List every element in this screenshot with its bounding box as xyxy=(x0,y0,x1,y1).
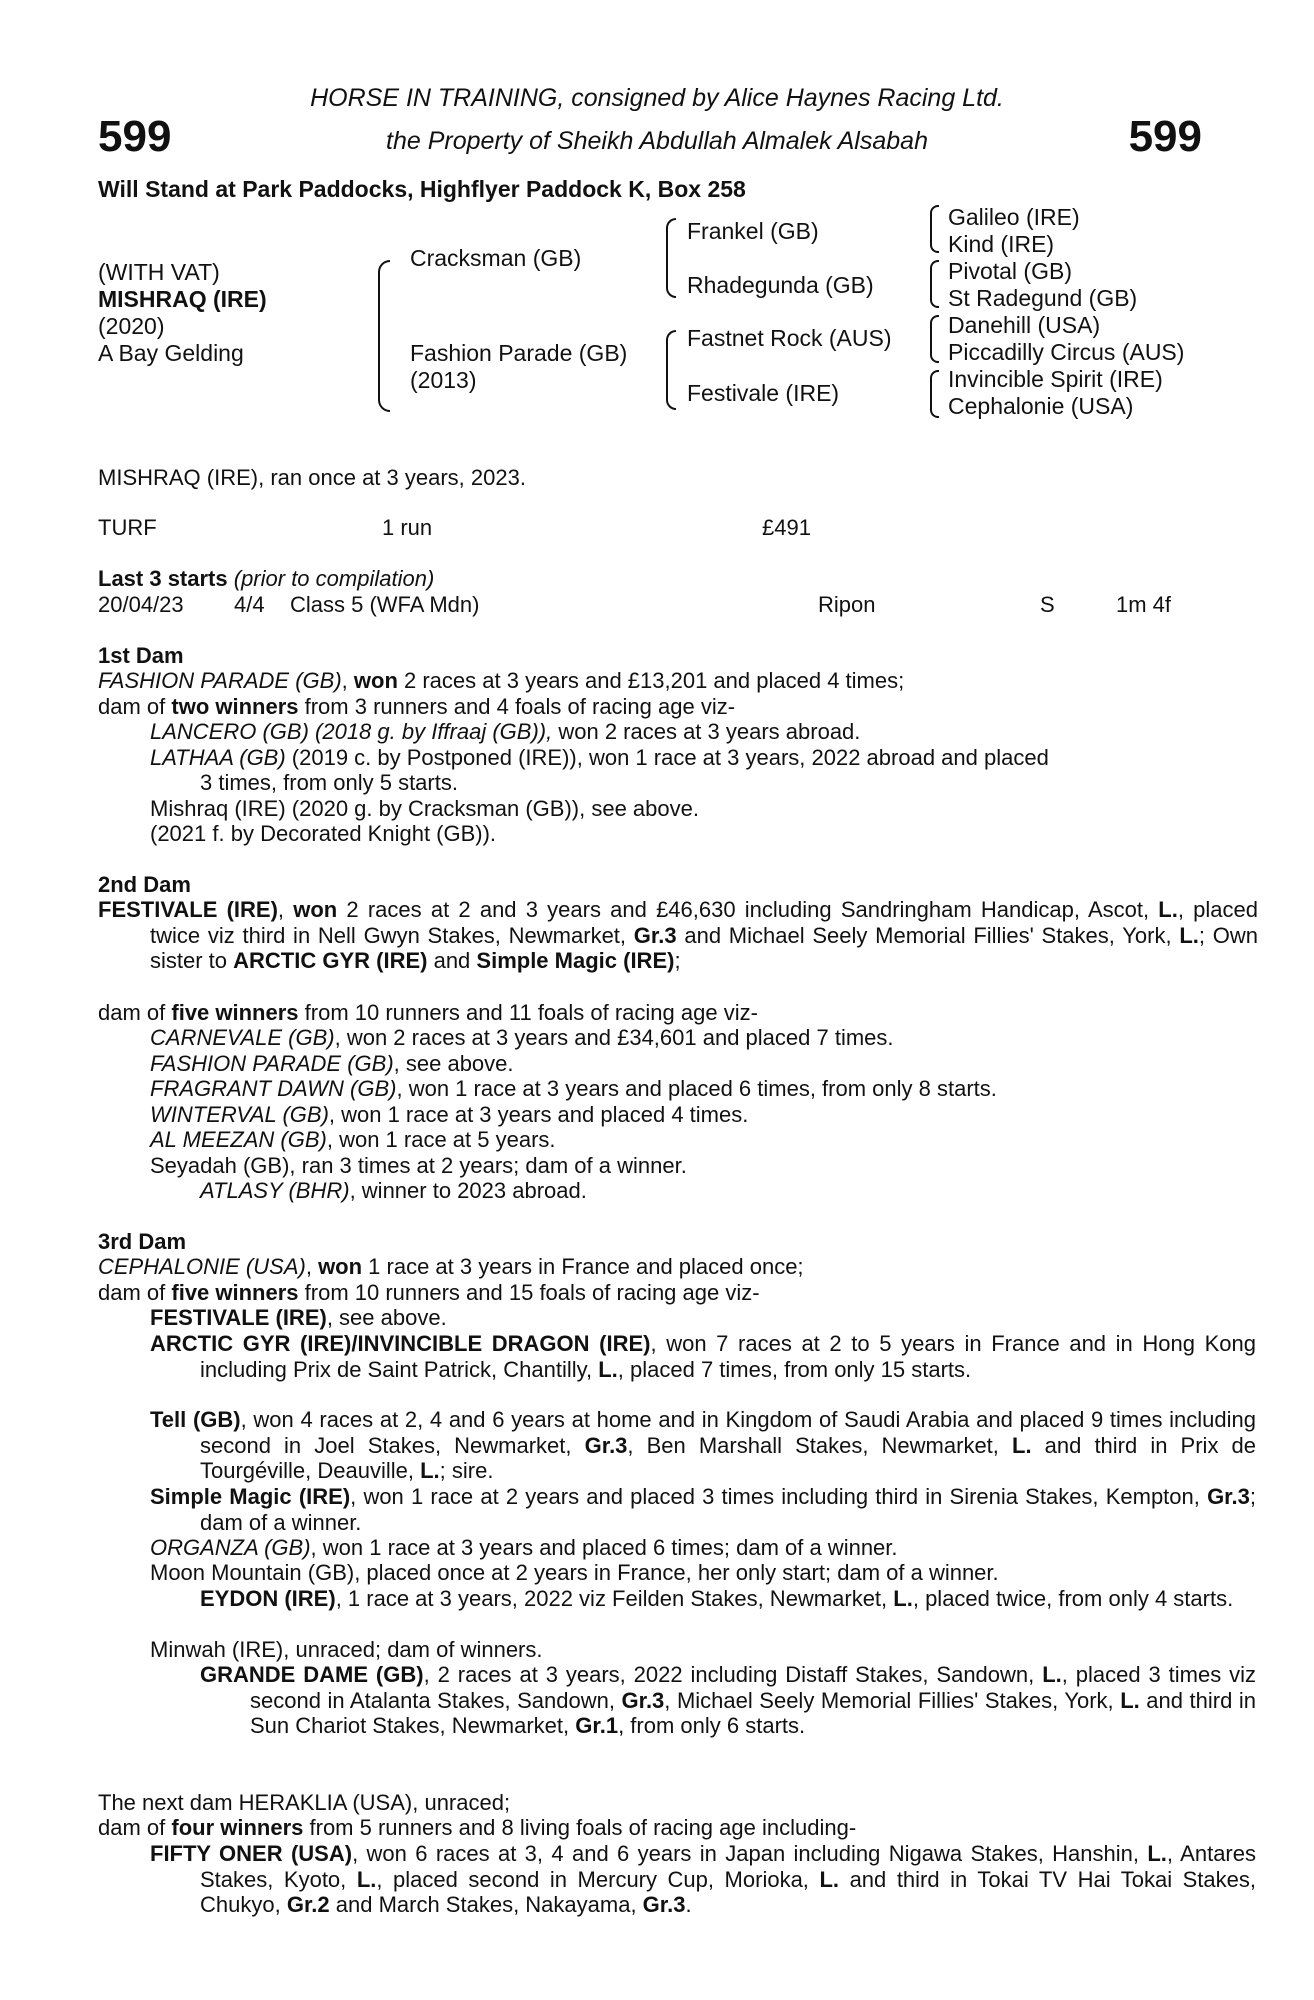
first-dam-foal-mishraq: Mishraq (IRE) (2020 g. by Cracksman (GB)), see above. xyxy=(150,796,699,821)
second-dam-foal-al-meezan: AL MEEZAN (GB), won 1 race at 5 years. xyxy=(150,1127,556,1152)
dam-year: (2013) xyxy=(410,367,477,393)
third-dam-grandfoal-eydon: EYDON (IRE), 1 race at 3 years, 2022 viz Feilden Stakes, Newmarket, L., placed twice, from only 4 starts. xyxy=(200,1586,1234,1611)
pedigree-bracket-dam xyxy=(666,330,676,410)
gen3-sdd: St Radegund (GB) xyxy=(948,285,1138,311)
gen3-dss: Danehill (USA) xyxy=(948,312,1101,338)
first-dam-line2: dam of two winners from 3 runners and 4 foals of racing age viz- xyxy=(98,694,736,719)
start-course: Ripon xyxy=(818,592,876,617)
third-dam-record: CEPHALONIE (USA), won 1 race at 3 years in France and placed once; xyxy=(98,1254,804,1279)
start-race: Class 5 (WFA Mdn) xyxy=(290,592,480,617)
first-dam-heading: 1st Dam xyxy=(98,643,184,668)
first-dam-foal-lathaa: LATHAA (GB) (2019 c. by Postponed (IRE)), won 1 race at 3 years, 2022 abroad and placed xyxy=(150,745,1049,770)
second-dam-foal-winterval: WINTERVAL (GB), won 1 race at 3 years and placed 4 times. xyxy=(150,1102,749,1127)
dam-sire: Fastnet Rock (AUS) xyxy=(687,325,892,351)
gen3-sds: Pivotal (GB) xyxy=(948,258,1072,284)
stand-location: Will Stand at Park Paddocks, Highflyer Paddock K, Box 258 xyxy=(98,176,746,202)
gen3-dds: Invincible Spirit (IRE) xyxy=(948,366,1163,392)
last-starts-heading xyxy=(98,566,434,592)
next-dam-foal-fifty-oner: FIFTY ONER (USA), won 6 races at 3, 4 and 6 years in Japan including Nigawa Stakes, Hanshin, L., Antares Stakes, Kyoto, L., placed second in Mercury Cup, Morioka, L. and third in Tokai TV Hai Tokai Stakes, Chukyo, Gr.2 and March Stakes, Nakayama, Gr.3. xyxy=(150,1841,1256,1917)
second-dam-heading: 2nd Dam xyxy=(98,872,191,897)
second-dam-grandfoal-atlasy: ATLASY (BHR), winner to 2023 abroad. xyxy=(200,1178,587,1203)
gen3-ssd: Kind (IRE) xyxy=(948,231,1055,257)
pedigree-bracket-dd xyxy=(930,370,939,418)
gen3-dsd: Piccadilly Circus (AUS) xyxy=(948,339,1185,365)
second-dam-foal-carnevale: CARNEVALE (GB), won 2 races at 3 years and £34,601 and placed 7 times. xyxy=(150,1025,894,1050)
first-dam-line1: FASHION PARADE (GB), won 2 races at 3 years and £13,201 and placed 4 times; xyxy=(98,668,905,693)
dam: Fashion Parade (GB) xyxy=(410,340,628,366)
last-starts-title: Last 3 starts xyxy=(98,566,228,591)
horse-year: (2020) xyxy=(98,313,165,339)
start-position: 4/4 xyxy=(234,592,265,617)
lot-number-left: 599 xyxy=(98,112,172,161)
second-dam-foal-fashion-parade: FASHION PARADE (GB), see above. xyxy=(150,1051,514,1076)
third-dam-foal-festivale: FESTIVALE (IRE), see above. xyxy=(150,1305,447,1330)
pedigree-bracket-ds xyxy=(930,315,939,363)
first-dam-foal-lathaa-cont: 3 times, from only 5 starts. xyxy=(200,770,458,795)
second-dam-record: FESTIVALE (IRE), won 2 races at 2 and 3 years and £46,630 including Sandringham Handicap, Ascot, L., placed twice viz third in Nell Gwyn Stakes, Newmarket, Gr.3 and Michael Seely Memorial Fillies' Stakes, York, L.; Own sister to ARCTIC GYR (IRE) and Simple Magic (IRE); xyxy=(98,897,1258,973)
next-dam-produce: dam of four winners from 5 runners and 8 living foals of racing age including- xyxy=(98,1815,857,1840)
start-distance: 1m 4f xyxy=(1116,592,1172,617)
first-dam-foal-lancero: LANCERO (GB) (2018 g. by Iffraaj (GB)), won 2 races at 3 years abroad. xyxy=(150,719,861,744)
last-starts-note: (prior to compilation) xyxy=(233,566,435,591)
second-dam-foal-seyadah: Seyadah (GB), ran 3 times at 2 years; dam of a winner. xyxy=(150,1153,687,1178)
gen3-sss: Galileo (IRE) xyxy=(948,204,1080,230)
third-dam-foal-moon-mountain: Moon Mountain (GB), placed once at 2 years in France, her only start; dam of a winner. xyxy=(150,1560,999,1585)
pedigree-bracket-sire xyxy=(666,218,676,298)
dam-dam: Festivale (IRE) xyxy=(687,380,840,406)
pedigree-bracket-main xyxy=(378,260,390,412)
vat-note: (WITH VAT) xyxy=(98,259,220,285)
second-dam-produce: dam of five winners from 10 runners and 11 foals of racing age viz- xyxy=(98,1000,758,1025)
sire-sire: Frankel (GB) xyxy=(687,218,819,244)
record-earnings: £491 xyxy=(762,515,811,540)
third-dam-produce: dam of five winners from 10 runners and 15 foals of racing age viz- xyxy=(98,1280,760,1305)
record-surface: TURF xyxy=(98,515,157,540)
start-going: S xyxy=(1040,592,1055,617)
third-dam-foal-organza: ORGANZA (GB), won 1 race at 3 years and placed 6 times; dam of a winner. xyxy=(150,1535,898,1560)
third-dam-foal-simple-magic: Simple Magic (IRE), won 1 race at 2 years and placed 3 times including third in Sirenia Stakes, Kempton, Gr.3; dam of a winner. xyxy=(150,1484,1256,1535)
start-date: 20/04/23 xyxy=(98,592,184,617)
first-dam-foal-2021: (2021 f. by Decorated Knight (GB)). xyxy=(150,821,497,846)
pedigree-bracket-ss xyxy=(930,205,939,253)
horse-name: MISHRAQ (IRE) xyxy=(98,286,267,312)
next-dam-record: The next dam HERAKLIA (USA), unraced; xyxy=(98,1790,511,1815)
horse-description: A Bay Gelding xyxy=(98,340,244,366)
sire-dam: Rhadegunda (GB) xyxy=(687,272,874,298)
third-dam-foal-minwah: Minwah (IRE), unraced; dam of winners. xyxy=(150,1637,543,1662)
sire: Cracksman (GB) xyxy=(410,245,582,271)
second-dam-foal-fragrant-dawn: FRAGRANT DAWN (GB), won 1 race at 3 years and placed 6 times, from only 8 starts. xyxy=(150,1076,997,1101)
third-dam-heading: 3rd Dam xyxy=(98,1229,187,1254)
owner-line: the Property of Sheikh Abdullah Almalek Alsabah xyxy=(386,127,928,155)
record-runs: 1 run xyxy=(382,515,433,540)
consignor-line: HORSE IN TRAINING, consigned by Alice Haynes Racing Ltd. xyxy=(310,84,1004,112)
third-dam-grandfoal-grande-dame: GRANDE DAME (GB), 2 races at 3 years, 2022 including Distaff Stakes, Sandown, L., placed 3 times viz second in Atalanta Stakes, Sandown, Gr.3, Michael Seely Memorial Fillies' Stakes, York, L. and third in Sun Chariot Stakes, Newmarket, Gr.1, from only 6 starts. xyxy=(200,1662,1257,1738)
gen3-ddd: Cephalonie (USA) xyxy=(948,393,1134,419)
third-dam-foal-arctic-gyr: ARCTIC GYR (IRE)/INVINCIBLE DRAGON (IRE), won 7 races at 2 to 5 years in France and in Hong Kong including Prix de Saint Patrick, Chantilly, L., placed 7 times, from only 15 starts. xyxy=(150,1331,1256,1382)
lot-number-right: 599 xyxy=(1128,112,1202,161)
third-dam-foal-tell: Tell (GB), won 4 races at 2, 4 and 6 years at home and in Kingdom of Saudi Arabia and placed 9 times including second in Joel Stakes, Newmarket, Gr.3, Ben Marshall Stakes, Newmarket, L. and third in Prix de Tourgéville, Deauville, L.; sire. xyxy=(150,1407,1256,1483)
race-summary: MISHRAQ (IRE), ran once at 3 years, 2023. xyxy=(98,465,526,490)
pedigree-bracket-sd xyxy=(930,260,939,308)
